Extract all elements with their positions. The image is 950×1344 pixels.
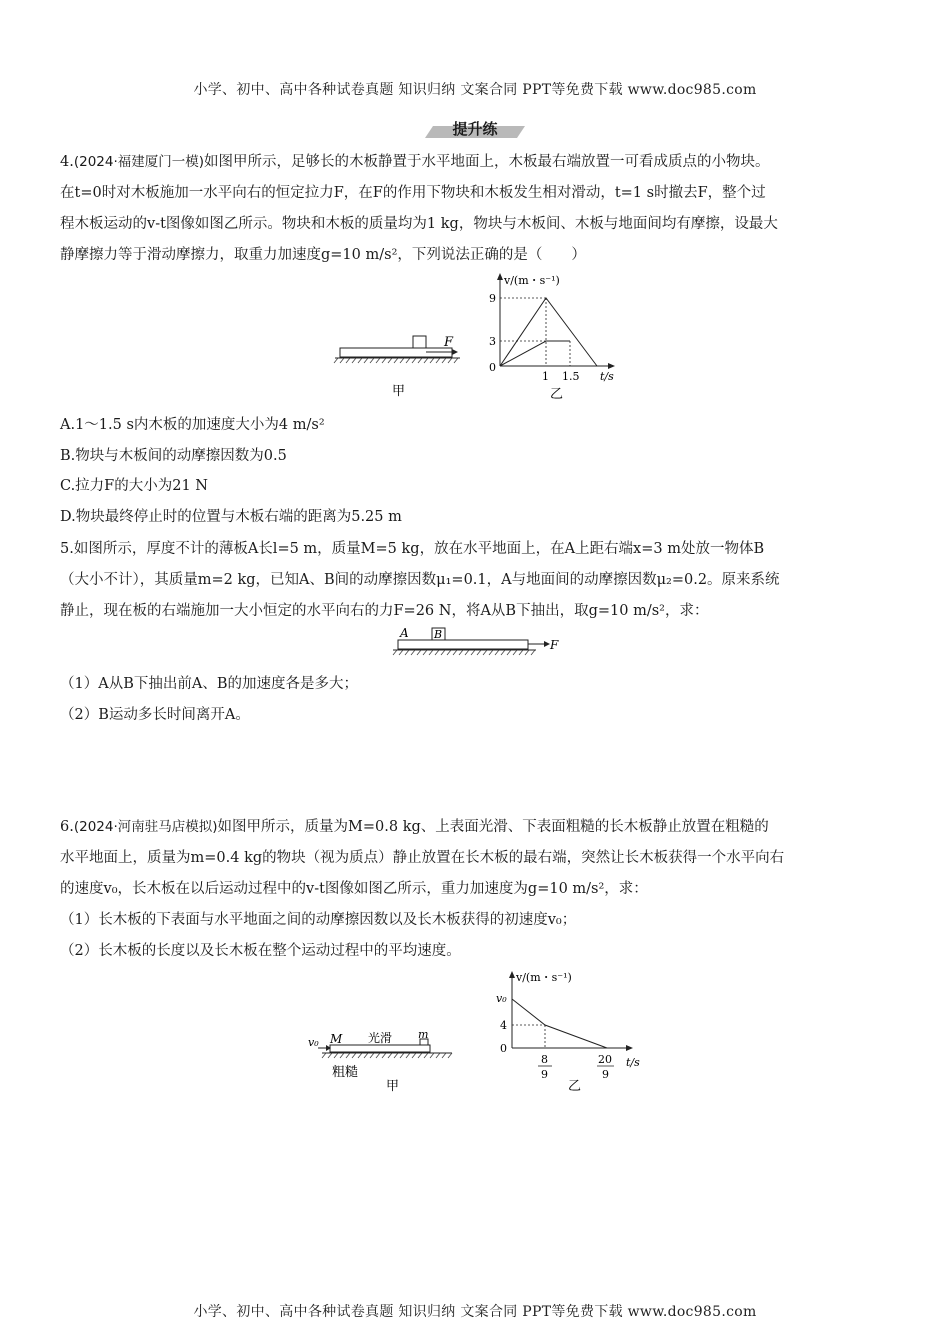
q4-line4: 静摩擦力等于滑动摩擦力，取重力加速度g=10 m/s²，下列说法正确的是（ ） — [60, 247, 586, 263]
q4-y-axis-label: v/(m・s⁻¹) — [504, 274, 560, 287]
q5-label-b: B — [434, 628, 443, 641]
q6-smooth-label: 光滑 — [368, 1031, 393, 1045]
q6-y-tick-v0: v₀ — [496, 992, 507, 1005]
q6-x-axis-label: t/s — [626, 1056, 640, 1069]
q6-x-tick1-denominator: 9 — [541, 1068, 548, 1081]
q4-figure-jia — [330, 330, 470, 400]
q4-force-label: F — [444, 335, 454, 350]
q6-x-arrowhead — [626, 1045, 633, 1051]
q6-fig-yi-caption: 乙 — [568, 1079, 582, 1094]
q4-y-tick-9: 9 — [489, 292, 496, 305]
q5-board-a — [398, 640, 528, 649]
q4-y-arrowhead — [497, 273, 503, 280]
q4-line1 — [60, 147, 895, 178]
q6-M-label: M — [330, 1032, 343, 1046]
q5-line3: 静止，现在板的右端施加一大小恒定的水平向右的力F=26 N，将A从B下抽出，取g=10 m/s²，求： — [60, 603, 709, 619]
q6-x-tick2-numerator: 20 — [598, 1053, 612, 1066]
q6-board — [330, 1045, 430, 1052]
q4-option-a: A.1～1.5 s内木板的加速度大小为4 m/s² — [60, 417, 325, 433]
q5-force-label: F — [550, 638, 559, 652]
q6-sub1: （1）长木板的下表面与水平地面之间的动摩擦因数以及长木板获得的初速度v₀； — [60, 912, 577, 928]
q6-fig-jia-caption: 甲 — [386, 1079, 400, 1094]
q6-source: (2024·河南驻马店模拟) — [73, 819, 218, 835]
q5-ground-hatch — [393, 650, 535, 655]
q4-block — [413, 336, 426, 348]
q6-y-arrowhead — [509, 971, 515, 978]
q4-line1-text: 如图甲所示，足够长的木板静置于水平地面上，木板最右端放置一可看成质点的小物块。 — [204, 154, 770, 170]
q4-y-tick-3: 3 — [489, 335, 496, 348]
q6-ground-hatch — [322, 1053, 452, 1058]
q4-x-tick-1: 1 — [542, 370, 549, 383]
q4-board-velocity-line — [500, 298, 597, 366]
q5-line2: （大小不计），其质量m=2 kg，已知A、B间的动摩擦因数μ₁=0.1，A与地面间的动摩擦因数μ₂=0.2。原来系统 — [60, 572, 780, 588]
q4-fig-jia-caption: 甲 — [392, 384, 406, 399]
q4-source: (2024·福建厦门一模) — [73, 154, 205, 170]
q5-sub2: （2）B运动多长时间离开A。 — [60, 707, 250, 723]
q6-rough-label: 粗糙 — [332, 1065, 359, 1080]
q4-block-velocity-line — [500, 341, 570, 366]
q4-stem — [60, 147, 895, 271]
q6-line2: 水平地面上，质量为m=0.4 kg的物块（视为质点）静止放置在长木板的最右端，突然让长木板获得一个水平向右 — [60, 850, 785, 866]
page-header: 小学、初中、高中各种试卷真题 知识归纳 文案合同 PPT等免费下载 www.doc985.com — [193, 82, 757, 98]
q6-figure-jia — [300, 1024, 460, 1099]
q5-line1: 5.如图所示，厚度不计的薄板A长l=5 m，质量M=5 kg，放在水平地面上，在A上距右端x=3 m处放一物体B — [60, 541, 765, 557]
q5-figure — [388, 622, 568, 662]
q6-line1-text: 如图甲所示，质量为M=0.8 kg、上表面光滑、下表面粗糙的长木板静止放置在粗糙的 — [217, 819, 769, 835]
q6-vt-graph — [490, 966, 665, 1096]
q4-option-c: C.拉力F的大小为21 N — [60, 478, 208, 494]
q4-line2: 在t=0时对木板施加一水平向右的恒定拉力F，在F的作用下物块和木板发生相对滑动，t=1 s时撤去F，整个过 — [60, 185, 766, 201]
q6-board-velocity-line — [512, 999, 607, 1048]
section-title-text: 提升练 — [452, 120, 498, 138]
q4-line3: 程木板运动的v-t图像如图乙所示。物块和木板的质量均为1 kg，物块与木板间、木板与地面间均有摩擦，设最大 — [60, 216, 778, 232]
q6-m-label: m — [418, 1028, 429, 1041]
q5-sub1: （1）A从B下抽出前A、B的加速度各是多大； — [60, 676, 358, 692]
q4-number: 4. — [60, 154, 74, 170]
q4-option-d: D.物块最终停止时的位置与木板右端的距离为5.25 m — [60, 509, 402, 525]
q4-origin-label: 0 — [489, 361, 496, 374]
q4-fig-yi-caption: 乙 — [550, 387, 564, 402]
section-title — [425, 118, 525, 142]
q6-y-axis-label: v/(m・s⁻¹) — [516, 971, 572, 984]
q6-x-tick2-denominator: 9 — [602, 1068, 609, 1081]
q5-stem — [60, 534, 895, 627]
q4-vt-graph — [480, 268, 630, 403]
q5-label-a: A — [400, 626, 409, 640]
q6-y-tick-4: 4 — [500, 1019, 507, 1032]
q6-v0-label: v₀ — [308, 1036, 319, 1049]
q6-line1 — [60, 812, 895, 843]
q4-x-arrowhead — [608, 363, 615, 369]
q4-ground-hatch — [334, 358, 458, 363]
q6-x-tick1-numerator: 8 — [541, 1053, 548, 1066]
q4-x-tick-15: 1.5 — [562, 370, 580, 383]
q6-line3: 的速度v₀，长木板在以后运动过程中的v-t图像如图乙所示，重力加速度为g=10 m/s²，求： — [60, 881, 648, 897]
q6-stem — [60, 812, 895, 905]
q4-x-axis-label: t/s — [600, 370, 614, 383]
page-footer: 小学、初中、高中各种试卷真题 知识归纳 文案合同 PPT等免费下载 www.doc985.com — [193, 1304, 757, 1320]
q6-sub2: （2）长木板的长度以及长木板在整个运动过程中的平均速度。 — [60, 943, 461, 959]
q6-number: 6. — [60, 819, 74, 835]
q4-option-b: B.物块与木板间的动摩擦因数为0.5 — [60, 448, 287, 464]
q6-origin-label: 0 — [500, 1042, 507, 1055]
